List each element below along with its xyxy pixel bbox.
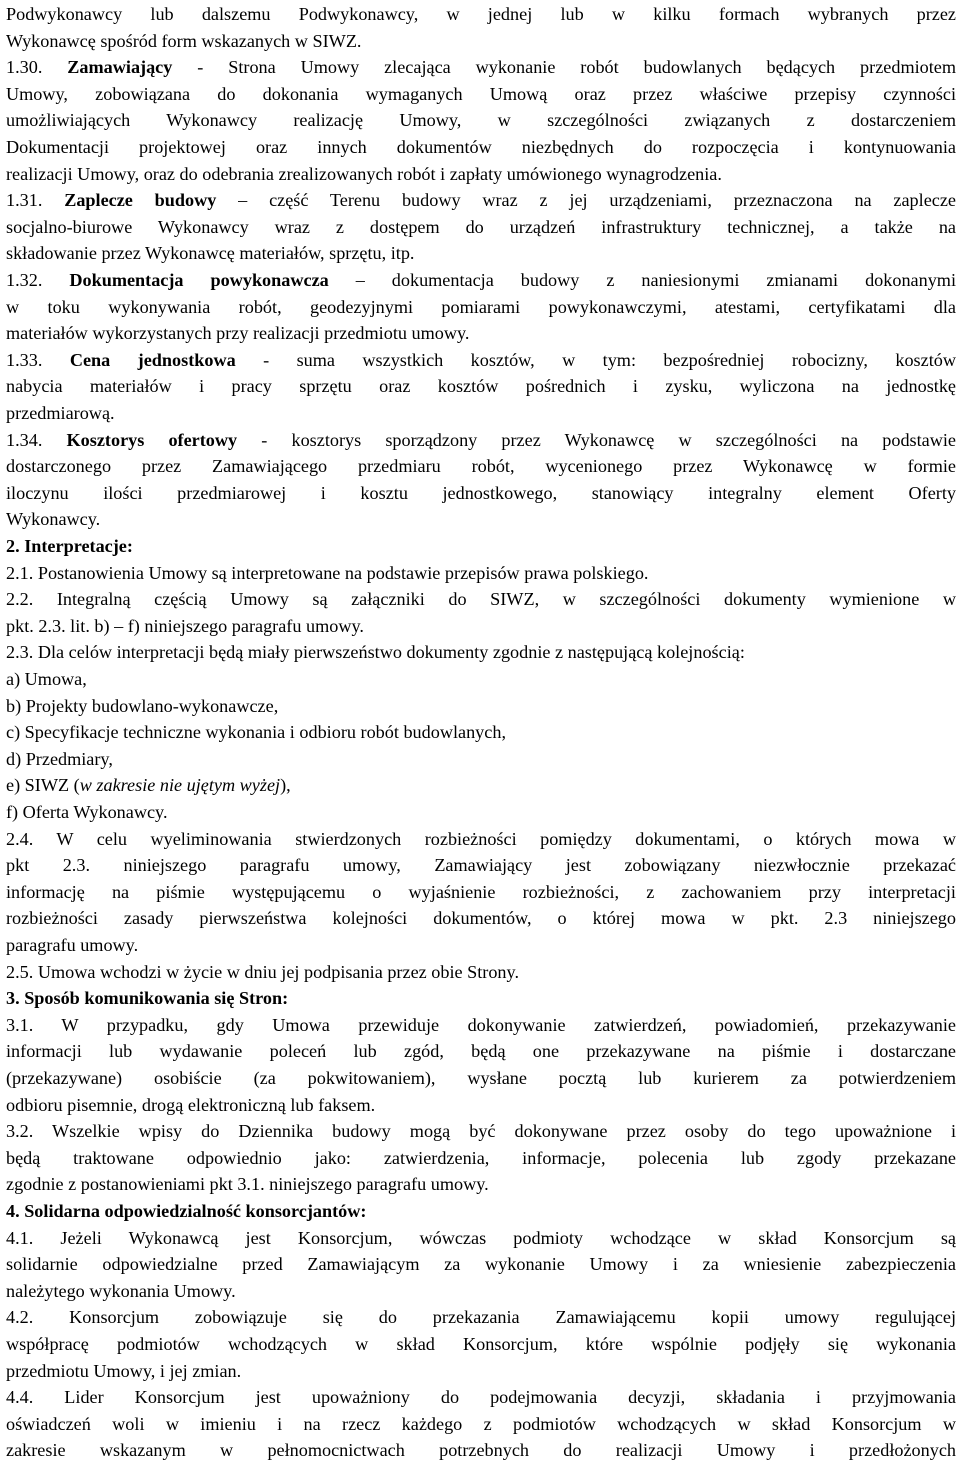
text-run: 1.34. bbox=[6, 429, 67, 450]
text-line bbox=[6, 1411, 956, 1438]
text-run: należytego wykonania Umowy. bbox=[6, 1280, 236, 1301]
text-line bbox=[6, 985, 956, 1012]
text-run: realizacji Umowy, oraz do odebrania zrealizowanych robót i zapłaty umówionego wynagrodzenia. bbox=[6, 163, 722, 184]
text-line bbox=[6, 28, 956, 55]
text-run: umożliwiających Wykonawcy realizację Umowy, w szczególności związanych z dostarczeniem bbox=[6, 110, 956, 131]
text-line bbox=[6, 1251, 956, 1278]
text-line bbox=[6, 1012, 956, 1039]
text-run: 1.32. bbox=[6, 270, 70, 290]
text-run: (przekazywane) osobiście (za pokwitowaniem), wysłane pocztą lub kurierem za potwierdzeniem bbox=[6, 1068, 956, 1088]
text-run: w toku wykonywania robót, geodezyjnymi pomiarami powykonawczymi, atestami, certyfikatami dla bbox=[6, 296, 956, 317]
text-line bbox=[6, 1198, 956, 1225]
text-line bbox=[6, 267, 956, 294]
text-line bbox=[6, 427, 956, 454]
text-line bbox=[6, 1331, 956, 1358]
text-run: zgodnie z postanowieniami pkt 3.1. niniejszego paragrafu umowy. bbox=[6, 1174, 489, 1195]
text-line bbox=[6, 1092, 956, 1119]
text-run: c) Specyfikacje techniczne wykonania i odbioru robót budowlanych, bbox=[6, 722, 506, 743]
text-run: - suma wszystkich kosztów, w tym: bezpośredniej robocizny, kosztów bbox=[235, 349, 956, 370]
text-run: 2.1. Postanowienia Umowy są interpretowane na podstawie przepisów prawa polskiego. bbox=[6, 562, 649, 583]
text-line bbox=[6, 959, 956, 986]
text-line bbox=[6, 1145, 956, 1172]
text-run: iloczynu ilości przedmiarowej i kosztu jednostkowego, stanowiący integralny element Oferty bbox=[6, 482, 956, 503]
text-line bbox=[6, 187, 956, 214]
text-line bbox=[6, 240, 956, 267]
text-run: - kosztorys sporządzony przez Wykonawcę w szczególności na podstawie bbox=[237, 429, 956, 450]
text-line bbox=[6, 613, 956, 640]
text-line bbox=[6, 772, 956, 799]
text-run: materiałów wykorzystanych przy realizacji przedmiotu umowy. bbox=[6, 323, 470, 344]
bold-text: Kosztorys ofertowy bbox=[66, 429, 238, 450]
bold-text: Cena jednostkowa bbox=[69, 349, 236, 370]
text-line bbox=[6, 852, 956, 879]
text-run: nabycia materiałów i pracy sprzętu oraz kosztów pośrednich i zysku, wyliczona na jednostkę bbox=[6, 376, 956, 397]
text-line bbox=[6, 1384, 956, 1411]
text-run: 2.4. W celu wyeliminowania stwierdzonych rozbieżności pomiędzy dokumentami, o których mowa w bbox=[6, 828, 956, 849]
text-run: przedmiarową. bbox=[6, 403, 115, 423]
text-run: informacji lub wydawanie poleceń lub zgód, będą one przekazywane na piśmie i dostarczane bbox=[6, 1041, 956, 1062]
text-line bbox=[6, 1, 956, 28]
text-run: 4.4. Lider Konsorcjum jest upoważniony do podejmowania decyzji, składania i przyjmowania bbox=[6, 1387, 956, 1408]
text-line bbox=[6, 453, 956, 480]
text-line bbox=[6, 506, 956, 533]
text-line bbox=[6, 373, 956, 400]
text-run: a) Umowa, bbox=[6, 669, 87, 689]
text-line bbox=[6, 161, 956, 188]
text-line bbox=[6, 81, 956, 108]
text-line bbox=[6, 693, 956, 720]
text-run: Wykonawcę spośród form wskazanych w SIWZ. bbox=[6, 30, 362, 51]
text-run: informację na piśmie występującemu o wyjaśnienie rozbieżności, z zachowaniem przy interpretacji bbox=[6, 881, 956, 902]
text-run: 1.31. bbox=[6, 190, 65, 211]
text-run: 4.2. Konsorcjum zobowiązuje się do przekazania Zamawiającemu kopii umowy regulującej bbox=[6, 1307, 956, 1328]
text-line bbox=[6, 586, 956, 613]
text-line bbox=[6, 560, 956, 587]
text-run: 3.1. W przypadku, gdy Umowa przewiduje dokonywanie zatwierdzeń, powiadomień, przekazywanie bbox=[6, 1014, 956, 1035]
text-run: rozbieżności zasady pierwszeństwa kolejności dokumentów, o której mowa w pkt. 2.3 niniejszego bbox=[6, 908, 956, 929]
text-line bbox=[6, 746, 956, 773]
text-line bbox=[6, 826, 956, 853]
text-line bbox=[6, 134, 956, 161]
text-line bbox=[6, 400, 956, 427]
text-run: 2.3. Dla celów interpretacji będą miały pierwszeństwo dokumenty zgodnie z następującą kolejnością: bbox=[6, 642, 745, 663]
text-line bbox=[6, 666, 956, 693]
text-run: socjalno-biurowe Wykonawcy wraz z dostępem do urządzeń infrastruktury technicznej, a także na bbox=[6, 216, 956, 237]
bold-text: 4. Solidarna odpowiedzialność konsorcjantów: bbox=[6, 1201, 367, 1221]
text-run: Umowy, zobowiązana do dokonania wymaganych Umową oraz przez właściwe przepisy czynności bbox=[6, 83, 956, 104]
text-line bbox=[6, 320, 956, 347]
text-line bbox=[6, 1118, 956, 1145]
text-line bbox=[6, 1278, 956, 1305]
text-run: e) SIWZ ( bbox=[6, 775, 80, 796]
bold-text: Zaplecze budowy bbox=[64, 190, 217, 211]
text-run: pkt. 2.3. lit. b) – f) niniejszego paragrafu umowy. bbox=[6, 615, 364, 636]
text-run: dostarczonego przez Zamawiającego przedmiaru robót, wycenionego przez Wykonawcę w formie bbox=[6, 456, 956, 477]
text-line bbox=[6, 1225, 956, 1252]
text-line bbox=[6, 1437, 956, 1460]
text-run: ), bbox=[280, 775, 291, 796]
text-run: przedmiotu Umowy, i jej zmian. bbox=[6, 1360, 242, 1381]
text-run: 4.1. Jeżeli Wykonawcą jest Konsorcjum, wówczas podmioty wchodzące w skład Konsorcjum są bbox=[6, 1227, 956, 1248]
text-line bbox=[6, 480, 956, 507]
text-line bbox=[6, 719, 956, 746]
text-run: paragrafu umowy. bbox=[6, 935, 139, 955]
text-run: d) Przedmiary, bbox=[6, 748, 113, 769]
bold-text: 3. Sposób komunikowania się Stron: bbox=[6, 988, 289, 1009]
bold-text: Zamawiający bbox=[67, 57, 173, 78]
text-run: odbioru pisemnie, drogą elektroniczną lub faksem. bbox=[6, 1094, 376, 1115]
text-line bbox=[6, 932, 956, 959]
bold-text: Dokumentacja powykonawcza bbox=[69, 270, 329, 290]
text-run: – dokumentacja budowy z naniesionymi zmianami dokonanymi bbox=[328, 270, 956, 290]
text-run: solidarnie odpowiedzialne przed Zamawiającym za wykonanie Umowy i za wniesienie zabezpieczenia bbox=[6, 1254, 956, 1275]
text-run: Wykonawcy. bbox=[6, 509, 101, 530]
text-run: składowanie przez Wykonawcę materiałów, sprzętu, itp. bbox=[6, 243, 415, 264]
text-line bbox=[6, 639, 956, 666]
italic-text: w zakresie nie ujętym wyżej bbox=[79, 775, 281, 796]
text-line bbox=[6, 1065, 956, 1092]
text-line bbox=[6, 905, 956, 932]
text-line bbox=[6, 533, 956, 560]
text-line bbox=[6, 54, 956, 81]
text-run: 2.2. Integralną częścią Umowy są załączniki do SIWZ, w szczególności dokumenty wymienione w bbox=[6, 589, 956, 610]
text-run: Dokumentacji projektowej oraz innych dokumentów niezbędnych do rozpoczęcia i kontynuowania bbox=[6, 137, 956, 157]
text-run: – część Terenu budowy wraz z jej urządzeniami, przeznaczona na zaplecze bbox=[216, 190, 956, 211]
text-run: współpracę podmiotów wchodzących w skład Konsorcjum, które wspólnie podjęły się wykonania bbox=[6, 1334, 956, 1354]
text-run: 1.33. bbox=[6, 349, 70, 370]
text-run: będą traktowane odpowiednio jako: zatwierdzenia, informacje, polecenia lub zgody przekazane bbox=[6, 1147, 956, 1168]
text-line bbox=[6, 1038, 956, 1065]
text-run: f) Oferta Wykonawcy. bbox=[6, 802, 168, 822]
text-line bbox=[6, 799, 956, 826]
text-run: oświadczeń woli w imieniu i na rzecz każdego z podmiotów wchodzących w skład Konsorcjum w bbox=[6, 1413, 956, 1434]
bold-text: 2. Interpretacje: bbox=[6, 536, 133, 556]
text-run: b) Projekty budowlano-wykonawcze, bbox=[6, 695, 279, 716]
text-line bbox=[6, 214, 956, 241]
text-line bbox=[6, 879, 956, 906]
text-run: pkt 2.3. niniejszego paragrafu umowy, Zamawiający jest zobowiązany niezwłocznie przekazać bbox=[6, 855, 956, 876]
text-run: 1.30. bbox=[6, 57, 68, 78]
text-run: 3.2. Wszelkie wpisy do Dziennika budowy mogą być dokonywane przez osoby do tego upoważnione i bbox=[6, 1121, 956, 1142]
text-line bbox=[6, 1171, 956, 1198]
text-line bbox=[6, 1304, 956, 1331]
text-line bbox=[6, 347, 956, 374]
text-line bbox=[6, 294, 956, 321]
text-line bbox=[6, 107, 956, 134]
text-run: 2.5. Umowa wchodzi w życie w dniu jej podpisania przez obie Strony. bbox=[6, 961, 519, 982]
text-line bbox=[6, 1358, 956, 1385]
text-run: zakresie wskazanym w pełnomocnictwach potrzebnych do realizacji Umowy i przedłożonych bbox=[6, 1440, 956, 1460]
text-run: Podwykonawcy lub dalszemu Podwykonawcy, w jednej lub w kilku formach wybranych przez bbox=[6, 4, 956, 24]
text-run: - Strona Umowy zlecająca wykonanie robót budowlanych będących przedmiotem bbox=[172, 57, 956, 78]
